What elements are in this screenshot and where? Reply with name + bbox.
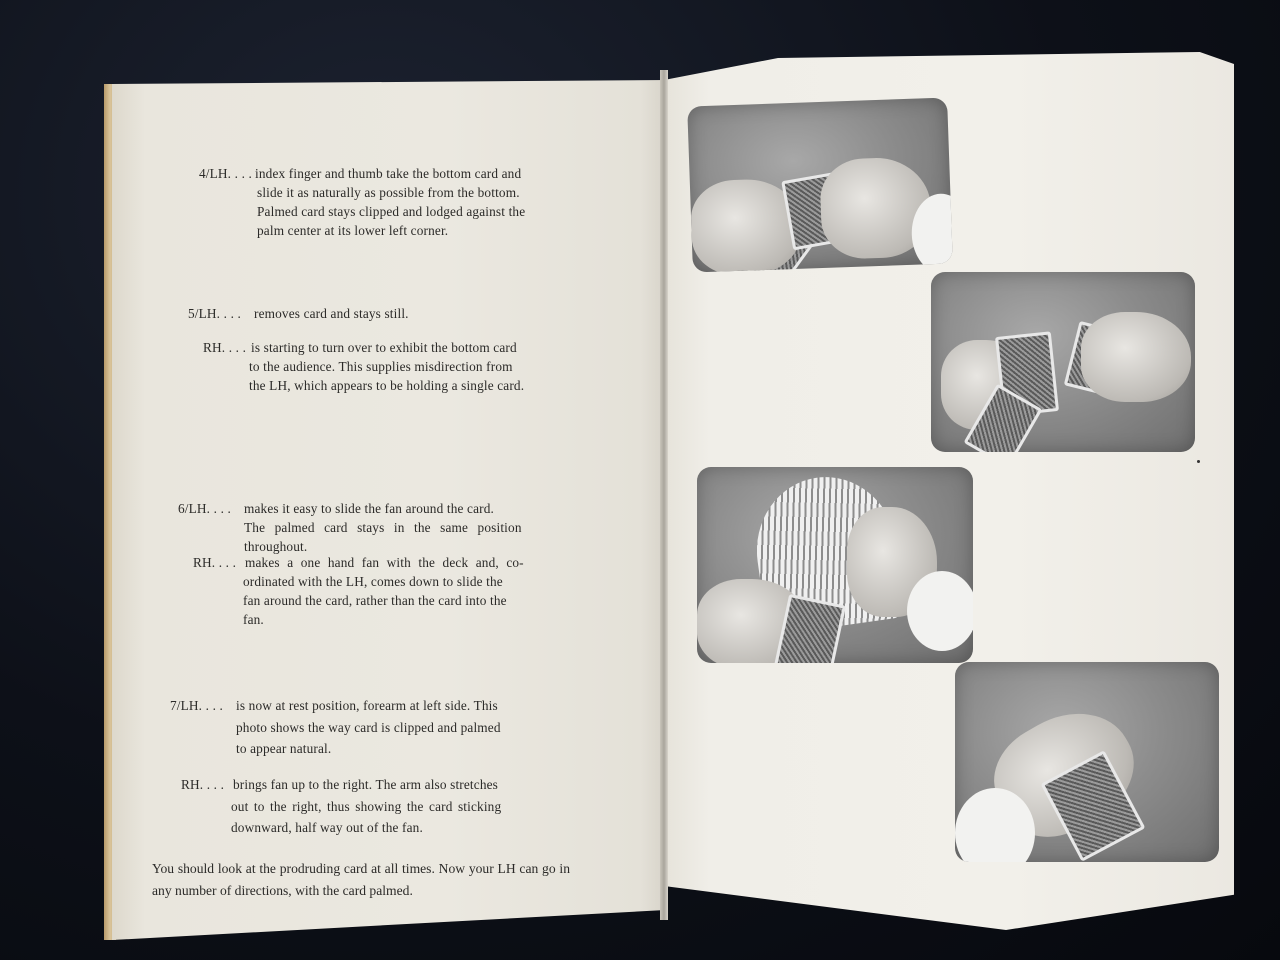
text-line: palm center at its lower left corner. xyxy=(257,223,449,238)
text-line: fan around the card, rather than the card into the xyxy=(243,593,507,608)
text-line: The palmed card stays in the same position xyxy=(244,520,522,535)
text-line: the LH, which appears to be holding a single card. xyxy=(249,378,525,393)
right-hand xyxy=(1081,312,1191,402)
closing-paragraph: You should look at the prodruding card at all times. Now your LH can go in any number of directions, with the card palmed. xyxy=(152,861,570,898)
text-line: ordinated with the LH, comes down to slide the xyxy=(243,574,503,589)
text-line: slide it as naturally as possible from the bottom. xyxy=(257,185,520,200)
text-line: is starting to turn over to exhibit the bottom card xyxy=(251,340,517,355)
text-line: index finger and thumb take the bottom card and xyxy=(255,166,522,181)
print-speck xyxy=(1197,460,1200,463)
text-line: throughout. xyxy=(244,539,308,554)
text-line: makes it easy to slide the fan around the card. xyxy=(244,501,495,516)
shirt-cuff xyxy=(907,571,973,651)
photo-step-5 xyxy=(931,272,1195,452)
text-line: Palmed card stays clipped and lodged against the xyxy=(257,204,526,219)
text-line: makes a one hand fan with the deck and, co- xyxy=(245,555,524,570)
photo-step-7 xyxy=(955,662,1219,862)
step-label: 5/LH. . . . xyxy=(188,306,241,321)
step-label: RH. . . . xyxy=(193,555,237,570)
step-label: 7/LH. . . . xyxy=(170,698,223,713)
text-line: brings fan up to the right. The arm also stretches xyxy=(233,777,499,792)
text-line: is now at rest position, forearm at left side. This xyxy=(236,698,498,713)
step-label: 4/LH. . . . xyxy=(199,166,252,181)
booklet-spine xyxy=(660,70,668,920)
step-label: RH. . . . xyxy=(181,777,225,792)
photo-step-4 xyxy=(687,98,953,273)
text-line: to the audience. This supplies misdirection from xyxy=(249,359,513,374)
text-line: photo shows the way card is clipped and palmed xyxy=(236,720,501,735)
step-label: RH. . . . xyxy=(203,340,247,355)
text-line: out to the right, thus showing the card sticking xyxy=(231,799,502,814)
text-line: downward, half way out of the fan. xyxy=(231,820,423,835)
text-line: to appear natural. xyxy=(236,741,332,756)
text-line: removes card and stays still. xyxy=(254,306,409,321)
photo-step-6 xyxy=(697,467,973,663)
step-label: 6/LH. . . . xyxy=(178,501,231,516)
text-line: fan. xyxy=(243,612,264,627)
